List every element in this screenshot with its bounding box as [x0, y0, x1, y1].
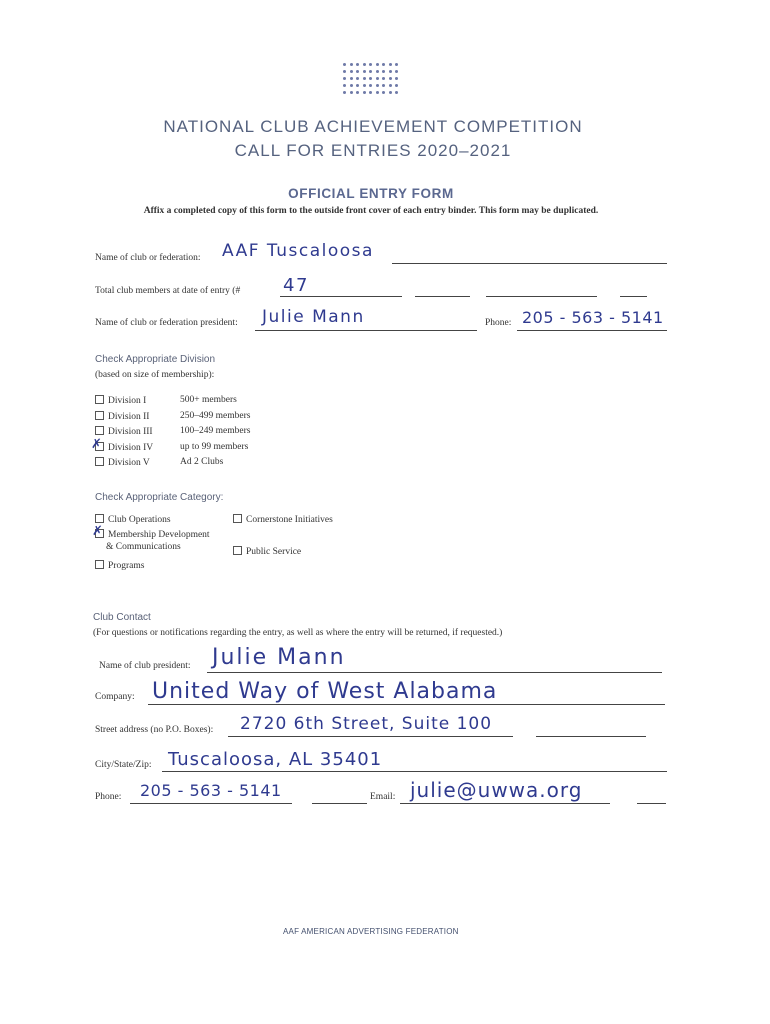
logo-dot [343, 84, 346, 87]
checkbox-icon[interactable] [95, 514, 104, 523]
logo-dot [382, 70, 385, 73]
logo-dot [343, 70, 346, 73]
checkbox-icon[interactable] [95, 411, 104, 420]
logo-dot [395, 84, 398, 87]
members-line-4 [620, 296, 647, 297]
division-3-size: 100–249 members [180, 426, 251, 436]
company-value[interactable]: United Way of West Alabama [152, 679, 498, 704]
logo-dot [350, 91, 353, 94]
cornerstone-option[interactable] [233, 514, 333, 525]
logo-dot [389, 77, 392, 80]
email-value[interactable]: julie@uwwa.org [410, 778, 583, 802]
logo-dot [369, 91, 372, 94]
contact-president-value[interactable]: Julie Mann [212, 645, 346, 670]
email-label: Email: [370, 792, 396, 802]
competition-title: NATIONAL CLUB ACHIEVEMENT COMPETITION [163, 117, 583, 136]
logo-dot [356, 63, 359, 66]
logo-dot [395, 77, 398, 80]
division-5-size: Ad 2 Clubs [180, 457, 224, 467]
logo-dot [369, 63, 372, 66]
logo-dot [395, 91, 398, 94]
division-5-label: Division V [108, 458, 150, 468]
logo-dot [363, 70, 366, 73]
logo-dot [350, 70, 353, 73]
division-2-size: 250–499 members [180, 411, 251, 421]
contact-president-line [207, 672, 662, 673]
logo-dot [389, 84, 392, 87]
membership-label: Membership Development [108, 530, 210, 540]
public-service-option[interactable] [233, 546, 301, 557]
logo-dot [363, 91, 366, 94]
logo-dot [395, 63, 398, 66]
call-for-entries-title: CALL FOR ENTRIES 2020–2021 [234, 141, 512, 160]
contact-president-label: Name of club president: [99, 661, 191, 671]
logo-dot [389, 63, 392, 66]
division-1-label: Division I [108, 396, 147, 406]
logo-dot [369, 84, 372, 87]
form-title: OFFICIAL ENTRY FORM [288, 186, 454, 201]
logo-dot [376, 91, 379, 94]
phone-value[interactable]: 205 - 563 - 5141 [522, 308, 664, 327]
street-line-1 [228, 736, 513, 737]
membership-label-line2: & Communications [106, 542, 181, 552]
checkbox-icon[interactable] [95, 395, 104, 404]
division-4-size: up to 99 members [180, 442, 249, 452]
company-line [148, 704, 665, 705]
division-3-option[interactable] [95, 426, 153, 437]
logo-dot [363, 77, 366, 80]
contact-phone-label: Phone: [95, 792, 122, 802]
contact-heading: Club Contact [93, 612, 151, 623]
contact-phone-line-2 [312, 803, 367, 804]
checkbox-icon[interactable] [233, 514, 242, 523]
instruction-note: Affix a completed copy of this form to the outside front cover of each entry binder. This form may be duplicated. [143, 206, 599, 216]
city-value[interactable]: Tuscaloosa, AL 35401 [168, 749, 383, 770]
city-line [162, 771, 667, 772]
logo-dot [382, 84, 385, 87]
checked-x-icon: ✗ [91, 437, 102, 452]
club-operations-option[interactable] [95, 514, 171, 525]
contact-phone-line-1 [130, 803, 292, 804]
club-name-value[interactable]: AAF Tuscaloosa [222, 241, 374, 261]
division-subheading: (based on size of membership): [95, 370, 215, 380]
logo-dot [343, 91, 346, 94]
logo-dot [356, 77, 359, 80]
division-4-label: Division IV [108, 443, 154, 453]
division-5-option[interactable] [95, 457, 150, 468]
logo-dot [369, 70, 372, 73]
logo-dot [343, 63, 346, 66]
contact-phone-value[interactable]: 205 - 563 - 5141 [140, 781, 282, 800]
president-line [255, 330, 477, 331]
members-line-2 [415, 296, 470, 297]
club-name-line [392, 263, 667, 264]
street-value[interactable]: 2720 6th Street, Suite 100 [240, 714, 493, 734]
logo-dot [376, 84, 379, 87]
street-label: Street address (no P.O. Boxes): [95, 725, 214, 735]
checked-x-icon: ✗ [92, 524, 103, 539]
president-label: Name of club or federation president: [95, 318, 238, 328]
logo-dot [356, 91, 359, 94]
checkbox-icon[interactable] [95, 426, 104, 435]
club-operations-label: Club Operations [108, 515, 171, 525]
programs-option[interactable] [95, 560, 144, 571]
public-service-label: Public Service [246, 547, 302, 557]
checkbox-icon[interactable] [95, 457, 104, 466]
logo-dot [363, 63, 366, 66]
logo-dot [382, 91, 385, 94]
logo-dot [369, 77, 372, 80]
logo-dot [363, 84, 366, 87]
logo-dot [395, 70, 398, 73]
checkbox-icon[interactable] [95, 560, 104, 569]
programs-label: Programs [108, 561, 145, 571]
logo-dot [356, 70, 359, 73]
members-value[interactable]: 47 [283, 275, 309, 296]
footer-org: AAF AMERICAN ADVERTISING FEDERATION [283, 927, 459, 936]
division-1-option[interactable] [95, 395, 146, 406]
division-2-label: Division II [108, 412, 150, 422]
logo-dot [376, 63, 379, 66]
phone-line [517, 330, 667, 331]
division-heading: Check Appropriate Division [95, 354, 216, 365]
members-line-3 [486, 296, 597, 297]
members-line-1 [280, 296, 402, 297]
division-1-size: 500+ members [180, 395, 237, 405]
city-label: City/State/Zip: [95, 760, 152, 770]
category-heading: Check Appropriate Category: [95, 492, 224, 503]
logo-dot [382, 63, 385, 66]
federation-logo-dots [343, 63, 399, 95]
phone-label: Phone: [485, 318, 512, 328]
email-line-1 [400, 803, 610, 804]
logo-dot [376, 70, 379, 73]
logo-dot [376, 77, 379, 80]
checkbox-icon[interactable] [233, 546, 242, 555]
cornerstone-label: Cornerstone Initiatives [246, 515, 333, 525]
logo-dot [350, 84, 353, 87]
president-value[interactable]: Julie Mann [262, 307, 365, 327]
logo-dot [389, 70, 392, 73]
logo-dot [350, 63, 353, 66]
division-4-option[interactable] [95, 442, 153, 453]
contact-subheading: (For questions or notifications regarding the entry, as well as where the entry will be returned, if requested.) [93, 628, 503, 638]
members-label: Total club members at date of entry (# [95, 286, 241, 296]
club-name-label: Name of club or federation: [95, 253, 201, 263]
division-2-option[interactable] [95, 411, 149, 422]
logo-dot [389, 91, 392, 94]
logo-dot [382, 77, 385, 80]
email-line-2 [637, 803, 666, 804]
logo-dot [350, 77, 353, 80]
street-line-2 [536, 736, 646, 737]
logo-dot [343, 77, 346, 80]
division-3-label: Division III [108, 427, 153, 437]
company-label: Company: [95, 692, 135, 702]
logo-dot [356, 84, 359, 87]
membership-option[interactable] [95, 529, 210, 540]
